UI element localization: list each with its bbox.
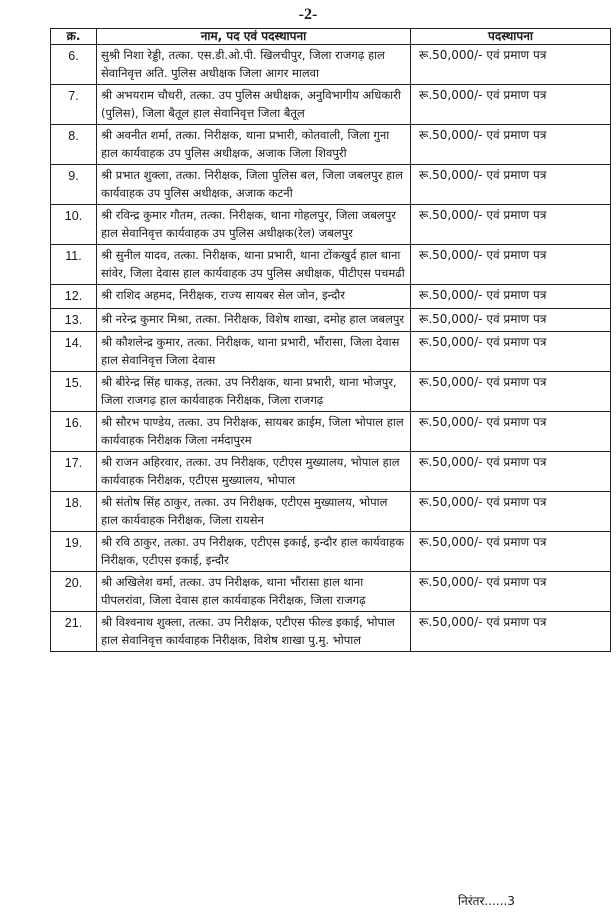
table-row	[51, 412, 611, 452]
name-cell: श्री रविन्द्र कुमार गौतम, तत्का. निरीक्षक, थाना गोहलपुर, जिला जबलपुर हाल सेवानिवृत्त कार्यवाहक उप पुलिस अधीक्षक(रेल) जबलपुर	[97, 205, 411, 245]
amount-cell: रू.50,000/- एवं प्रमाण पत्र	[411, 165, 611, 205]
amount-cell: रू.50,000/- एवं प्रमाण पत्र	[411, 612, 611, 652]
serial-number-cell: 11.	[51, 245, 97, 285]
serial-number-cell: 13.	[51, 308, 97, 332]
amount-cell: रू.50,000/- एवं प्रमाण पत्र	[411, 125, 611, 165]
serial-number-cell: 10.	[51, 205, 97, 245]
table-row	[51, 572, 611, 612]
serial-number-cell: 7.	[51, 85, 97, 125]
amount-cell: रू.50,000/- एवं प्रमाण पत्र	[411, 532, 611, 572]
name-cell: श्री बीरेन्द्र सिंह धाकड़, तत्का. उप निरीक्षक, थाना प्रभारी, थाना भोजपुर, जिला राजगढ़ हाल कार्यवाहक निरीक्षक, जिला राजगढ़	[97, 372, 411, 412]
table-row	[51, 612, 611, 652]
table-row	[51, 492, 611, 532]
amount-cell: रू.50,000/- एवं प्रमाण पत्र	[411, 285, 611, 309]
posting-header: पदस्थापना	[411, 29, 611, 45]
table-row	[51, 245, 611, 285]
name-cell: श्री विश्वनाथ शुक्ला, तत्का. उप निरीक्षक, एटीएस फील्ड इकाई, भोपाल हाल सेवानिवृत्त कार्यवाहक निरीक्षक, विशेष शाखा पु.मु. भोपाल	[97, 612, 411, 652]
serial-number-cell: 9.	[51, 165, 97, 205]
name-cell: श्री राशिद अहमद, निरीक्षक, राज्य सायबर सेल जोन, इन्दौर	[97, 285, 411, 309]
serial-number-cell: 20.	[51, 572, 97, 612]
serial-number-cell: 18.	[51, 492, 97, 532]
page-number: -2-	[298, 6, 318, 23]
name-cell: श्री संतोष सिंह ठाकुर, तत्का. उप निरीक्षक, एटीएस मुख्यालय, भोपाल हाल कार्यवाहक निरीक्षक, जिला रायसेन	[97, 492, 411, 532]
continuation-note: निरंतर......3	[458, 894, 515, 908]
name-cell: श्री अखिलेश वर्मा, तत्का. उप निरीक्षक, थाना भौंरासा हाल थाना पीपलरांवा, जिला देवास हाल कार्यवाहक निरीक्षक, जिला राजगढ़	[97, 572, 411, 612]
table-row	[51, 45, 611, 85]
amount-cell: रू.50,000/- एवं प्रमाण पत्र	[411, 492, 611, 532]
table-header-row	[51, 29, 611, 45]
serial-number-cell: 17.	[51, 452, 97, 492]
amount-cell: रू.50,000/- एवं प्रमाण पत्र	[411, 412, 611, 452]
name-cell: श्री प्रभात शुक्ला, तत्का. निरीक्षक, जिला पुलिस बल, जिला जबलपुर हाल कार्यवाहक उप पुलिस अधीक्षक, अजाक कटनी	[97, 165, 411, 205]
table-row	[51, 532, 611, 572]
amount-cell: रू.50,000/- एवं प्रमाण पत्र	[411, 332, 611, 372]
serial-number-cell: 6.	[51, 45, 97, 85]
amount-cell: रू.50,000/- एवं प्रमाण पत्र	[411, 452, 611, 492]
table-row	[51, 332, 611, 372]
serial-number-cell: 15.	[51, 372, 97, 412]
name-cell: श्री कौशलेन्द्र कुमार, तत्का. निरीक्षक, थाना प्रभारी, भौंरासा, जिला देवास हाल सेवानिवृत्त जिला देवास	[97, 332, 411, 372]
award-table	[50, 28, 611, 652]
table-row	[51, 372, 611, 412]
amount-cell: रू.50,000/- एवं प्रमाण पत्र	[411, 572, 611, 612]
table-row	[51, 85, 611, 125]
serial-number-cell: 8.	[51, 125, 97, 165]
amount-cell: रू.50,000/- एवं प्रमाण पत्र	[411, 245, 611, 285]
name-cell: श्री सौरभ पाण्डेय, तत्का. उप निरीक्षक, सायबर क्राईम, जिला भोपाल हाल कार्यवाहक निरीक्षक जिला नर्मदापुरम	[97, 412, 411, 452]
amount-cell: रू.50,000/- एवं प्रमाण पत्र	[411, 45, 611, 85]
serial-header: क्र.	[51, 29, 97, 45]
serial-number-cell: 14.	[51, 332, 97, 372]
name-cell: श्री नरेन्द्र कुमार मिश्रा, तत्का. निरीक्षक, विशेष शाखा, दमोह हाल जबलपुर	[97, 308, 411, 332]
name-cell: सुश्री निशा रेड्डी, तत्का. एस.डी.ओ.पी. खिलचीपुर, जिला राजगढ़ हाल सेवानिवृत्त अति. पुलिस अधीक्षक जिला आगर मालवा	[97, 45, 411, 85]
name-cell: श्री अभयराम चौधरी, तत्का. उप पुलिस अधीक्षक, अनुविभागीय अधिकारी (पुलिस), जिला बैतूल हाल सेवानिवृत्त जिला बैतूल	[97, 85, 411, 125]
table-row	[51, 165, 611, 205]
amount-cell: रू.50,000/- एवं प्रमाण पत्र	[411, 205, 611, 245]
amount-cell: रू.50,000/- एवं प्रमाण पत्र	[411, 85, 611, 125]
table-row	[51, 285, 611, 309]
table-row	[51, 452, 611, 492]
serial-number-cell: 16.	[51, 412, 97, 452]
amount-cell: रू.50,000/- एवं प्रमाण पत्र	[411, 372, 611, 412]
name-cell: श्री राजन अहिरवार, तत्का. उप निरीक्षक, एटीएस मुख्यालय, भोपाल हाल कार्यवाहक निरीक्षक, एटीएस मुख्यालय, भोपाल	[97, 452, 411, 492]
name-cell: श्री अवनीत शर्मा, तत्का. निरीक्षक, थाना प्रभारी, कोतवाली, जिला गुना हाल कार्यवाहक उप पुलिस अधीक्षक, अजाक जिला शिवपुरी	[97, 125, 411, 165]
name-cell: श्री रवि ठाकुर, तत्का. उप निरीक्षक, एटीएस इकाई, इन्दौर हाल कार्यवाहक निरीक्षक, एटीएस इकाई, इन्दौर	[97, 532, 411, 572]
name-header: नाम, पद एवं पदस्थापना	[97, 29, 411, 45]
table-row	[51, 125, 611, 165]
amount-cell: रू.50,000/- एवं प्रमाण पत्र	[411, 308, 611, 332]
table-row	[51, 205, 611, 245]
table-row	[51, 308, 611, 332]
serial-number-cell: 19.	[51, 532, 97, 572]
serial-number-cell: 21.	[51, 612, 97, 652]
serial-number-cell: 12.	[51, 285, 97, 309]
name-cell: श्री सुनील यादव, तत्का. निरीक्षक, थाना प्रभारी, थाना टोंकखुर्द हाल थाना सांवेर, जिला देवास हाल कार्यवाहक उप पुलिस अधीक्षक, पीटीएस पचमढी	[97, 245, 411, 285]
